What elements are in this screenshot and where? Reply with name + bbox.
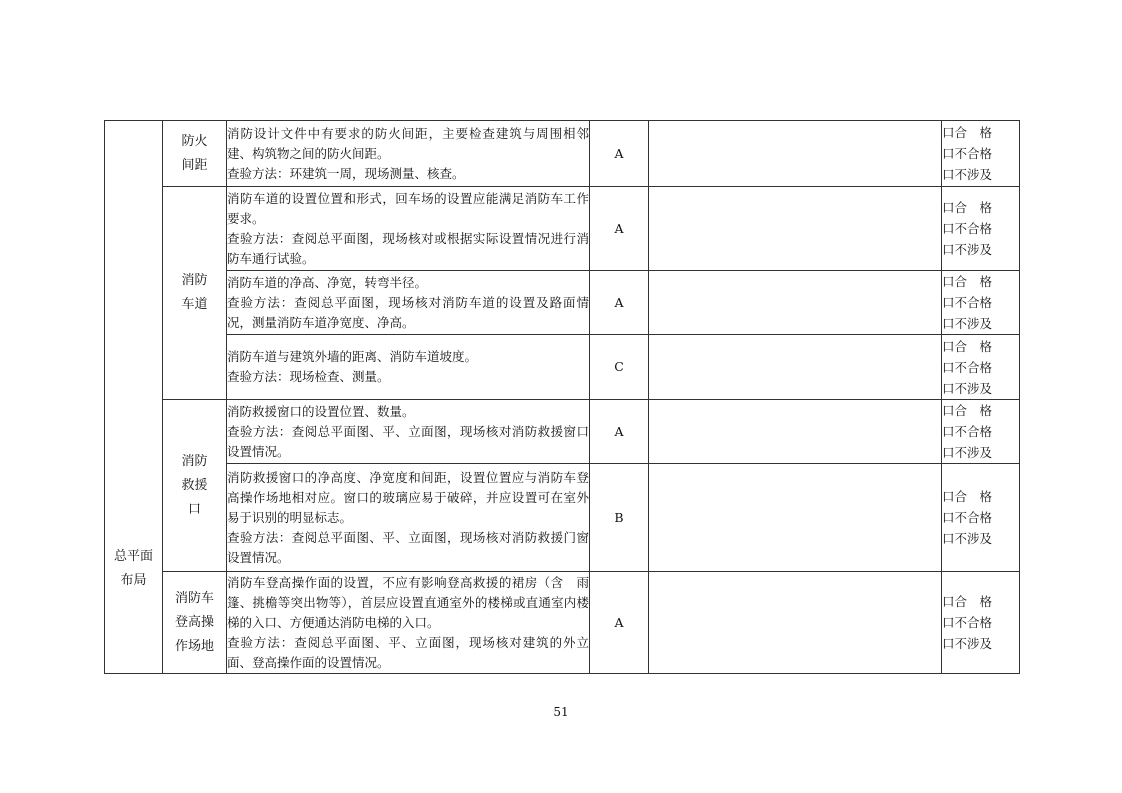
inspection-method-text: 查验方法：查阅总平面图、平、立面图，现场核对消防救援窗口设置情况。	[227, 423, 589, 459]
importance-level: A	[590, 400, 649, 464]
fail-option[interactable]: 口不合格	[942, 359, 993, 375]
fail-option[interactable]: 口不合格	[942, 424, 993, 439]
requirement-text: 消防车登高操作面的设置，不应有影响登高救援的裙房（含 雨篷、挑檐等突出物等），首层应设置直通室外的楼梯或直通室内楼梯的入口、方便通达消防电梯的入口。	[227, 574, 589, 630]
result-cell	[942, 464, 1020, 572]
requirement-cell	[227, 464, 590, 572]
result-cell	[942, 400, 1020, 464]
not-applicable-option[interactable]: 口不涉及	[942, 445, 993, 460]
notes-cell[interactable]	[649, 464, 942, 572]
notes-cell[interactable]	[649, 400, 942, 464]
pass-option[interactable]: 口合 格	[942, 274, 993, 289]
importance-level: C	[590, 335, 649, 400]
inspection-table	[104, 120, 1020, 674]
table-row	[105, 572, 1020, 674]
item-label: 消防	[181, 453, 208, 469]
inspection-method-text: 查验方法：查阅总平面图、平、立面图，现场核对建筑的外立面、登高操作面的设置情况。	[227, 634, 589, 670]
category-label: 布局	[120, 573, 147, 588]
requirement-cell	[227, 121, 590, 187]
table-row	[105, 464, 1020, 572]
importance-level: B	[590, 464, 649, 572]
inspection-method-text: 查验方法：查阅总平面图，现场核对或根据实际设置情况进行消防车通行试验。	[227, 230, 589, 266]
inspection-method-text: 查验方法：查阅总平面图，现场核对消防车道的设置及路面情况，测量消防车道净宽度、净高。	[227, 294, 589, 330]
item-label: 救援	[181, 477, 208, 493]
pass-option[interactable]: 口合 格	[942, 489, 993, 504]
table-row	[105, 187, 1020, 271]
table-row	[105, 121, 1020, 187]
category-cell	[105, 121, 163, 674]
result-cell	[942, 572, 1020, 674]
item-label: 车道	[181, 297, 208, 312]
fail-option[interactable]: 口不合格	[942, 146, 993, 161]
fail-option[interactable]: 口不合格	[942, 295, 993, 310]
requirement-cell	[227, 335, 590, 400]
result-cell	[942, 271, 1020, 335]
importance-level: A	[590, 271, 649, 335]
requirement-text: 消防设计文件中有要求的防火间距，主要检查建筑与周围相邻建、构筑物之间的防火间距。	[227, 125, 589, 161]
requirement-cell	[227, 572, 590, 674]
page-number: 51	[553, 705, 569, 719]
item-label: 间距	[181, 157, 208, 173]
category-label: 总平面	[113, 549, 153, 564]
table-row	[105, 400, 1020, 464]
requirement-cell	[227, 187, 590, 271]
requirement-cell	[227, 400, 590, 464]
table-row	[105, 271, 1020, 335]
inspection-method-text: 查验方法：环建筑一周，现场测量、核查。	[227, 165, 465, 181]
requirement-text: 消防救援窗口的设置位置、数量。	[227, 403, 415, 419]
item-label: 口	[187, 501, 201, 517]
not-applicable-option[interactable]: 口不涉及	[942, 380, 993, 396]
requirement-cell	[227, 271, 590, 335]
item-label: 消防车	[174, 590, 214, 606]
requirement-text: 消防救援窗口的净高度、净宽度和间距，设置位置应与消防车登高操作场地相对应。窗口的玻璃应易于破碎，并应设置可在室外易于识别的明显标志。	[227, 469, 589, 525]
pass-option[interactable]: 口合 格	[942, 338, 993, 354]
fail-option[interactable]: 口不合格	[942, 221, 993, 236]
importance-level: A	[590, 121, 649, 187]
pass-option[interactable]: 口合 格	[942, 200, 993, 215]
notes-cell[interactable]	[649, 271, 942, 335]
item-cell	[163, 400, 227, 572]
result-cell	[942, 187, 1020, 271]
pass-option[interactable]: 口合 格	[942, 594, 993, 609]
not-applicable-option[interactable]: 口不涉及	[942, 531, 993, 546]
importance-level: A	[590, 187, 649, 271]
requirement-text: 消防车道的设置位置和形式，回车场的设置应能满足消防车工作要求。	[227, 190, 589, 226]
item-label: 消防	[181, 273, 208, 288]
item-label: 防火	[181, 133, 208, 149]
notes-cell[interactable]	[649, 187, 942, 271]
notes-cell[interactable]	[649, 121, 942, 187]
item-cell	[163, 121, 227, 187]
requirement-text: 消防车道的净高、净宽，转弯半径。	[227, 274, 428, 290]
requirement-text: 消防车道与建筑外墙的距离、消防车道坡度。	[227, 349, 478, 364]
not-applicable-option[interactable]: 口不涉及	[942, 242, 993, 257]
item-cell	[163, 572, 227, 674]
fail-option[interactable]: 口不合格	[942, 510, 993, 525]
not-applicable-option[interactable]: 口不涉及	[942, 167, 993, 182]
pass-option[interactable]: 口合 格	[942, 403, 993, 418]
result-cell	[942, 121, 1020, 187]
item-label: 作场地	[174, 638, 214, 654]
pass-option[interactable]: 口合 格	[942, 125, 993, 140]
result-cell	[942, 335, 1020, 400]
not-applicable-option[interactable]: 口不涉及	[942, 636, 993, 651]
item-cell	[163, 187, 227, 400]
table-row	[105, 335, 1020, 400]
notes-cell[interactable]	[649, 335, 942, 400]
fail-option[interactable]: 口不合格	[942, 615, 993, 630]
importance-level: A	[590, 572, 649, 674]
not-applicable-option[interactable]: 口不涉及	[942, 316, 993, 331]
inspection-method-text: 查验方法：查阅总平面图、平、立面图，现场核对消防救援门窗设置情况。	[227, 529, 589, 565]
notes-cell[interactable]	[649, 572, 942, 674]
item-label: 登高操	[174, 614, 214, 630]
inspection-method-text: 查验方法：现场检查、测量。	[227, 369, 390, 384]
